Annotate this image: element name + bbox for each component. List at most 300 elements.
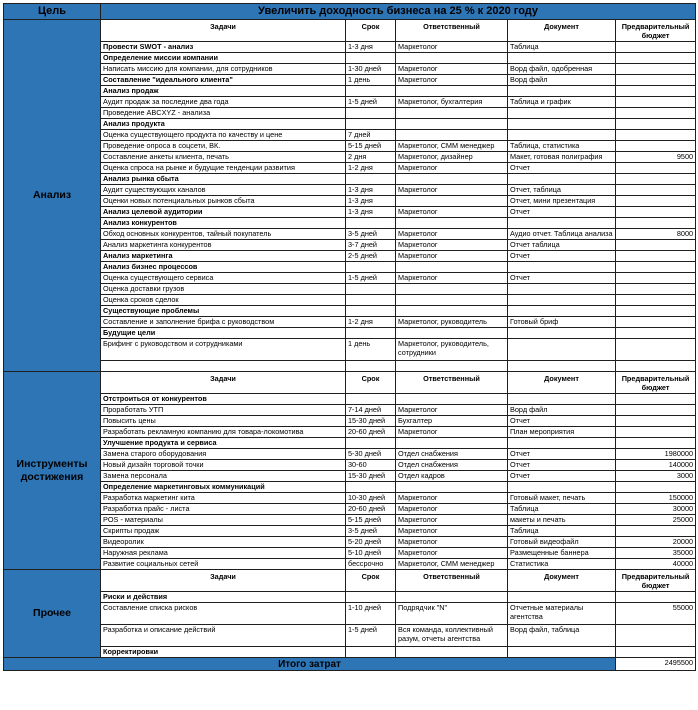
owner-cell	[396, 262, 508, 273]
owner-cell: Отдел кадров	[396, 471, 508, 482]
budget-cell	[616, 196, 696, 207]
document-cell: Макет, готовая полиграфия	[508, 152, 616, 163]
owner-cell: Маркетолог	[396, 75, 508, 86]
budget-cell	[616, 163, 696, 174]
term-cell: 1 день	[346, 75, 396, 86]
task-cell: Разработка маркетинг кита	[101, 493, 346, 504]
subsection-title: Отстроиться от конкурентов	[101, 394, 346, 405]
term-cell: 1 день	[346, 339, 396, 361]
owner-cell	[396, 295, 508, 306]
document-cell	[508, 262, 616, 273]
term-cell: 1-3 дня	[346, 185, 396, 196]
task-cell: Проведение ABCXYZ - анализа	[101, 108, 346, 119]
table-row	[4, 119, 696, 130]
term-cell	[346, 328, 396, 339]
header-tasks: Задачи	[101, 372, 346, 394]
owner-cell: Вся команда, коллективный разум, отчеты агентства	[396, 625, 508, 647]
table-row	[4, 317, 696, 328]
budget-cell	[616, 218, 696, 229]
table-row	[4, 416, 696, 427]
owner-cell: Отдел снабжения	[396, 460, 508, 471]
document-cell: Готовый бриф	[508, 317, 616, 328]
document-cell: Размещенные баннера	[508, 548, 616, 559]
owner-cell: Маркетолог	[396, 405, 508, 416]
term-cell: бессрочно	[346, 559, 396, 570]
total-row	[4, 658, 696, 671]
term-cell	[346, 284, 396, 295]
budget-cell	[616, 482, 696, 493]
term-cell: 3-5 дней	[346, 526, 396, 537]
table-row	[4, 240, 696, 251]
subsection-title: Существующие проблемы	[101, 306, 346, 317]
owner-cell: Маркетолог	[396, 163, 508, 174]
table-row	[4, 42, 696, 53]
task-cell: Разработка и описание действий	[101, 625, 346, 647]
document-cell: Отчет	[508, 163, 616, 174]
owner-cell	[396, 438, 508, 449]
task-cell: Скрипты продаж	[101, 526, 346, 537]
table-row	[4, 262, 696, 273]
table-row	[4, 141, 696, 152]
document-cell: Отчет	[508, 273, 616, 284]
document-cell: Отчет, таблица	[508, 185, 616, 196]
term-cell: 1-3 дня	[346, 207, 396, 218]
term-cell	[346, 438, 396, 449]
header-budget: Предварительный бюджет	[616, 372, 696, 394]
header-owner: Ответственный	[396, 20, 508, 42]
budget-cell	[616, 207, 696, 218]
document-cell: Таблица	[508, 526, 616, 537]
document-cell	[508, 130, 616, 141]
table-row	[4, 75, 696, 86]
term-cell	[346, 53, 396, 64]
task-cell: Видеоролик	[101, 537, 346, 548]
subsection-title: Определение миссии компании	[101, 53, 346, 64]
document-cell	[508, 119, 616, 130]
budget-cell	[616, 592, 696, 603]
budget-cell	[616, 427, 696, 438]
header-term: Срок	[346, 20, 396, 42]
owner-cell	[396, 130, 508, 141]
term-cell: 1-5 дней	[346, 625, 396, 647]
term-cell: 1-10 дней	[346, 603, 396, 625]
table-row	[4, 460, 696, 471]
budget-cell	[616, 108, 696, 119]
plan-table-body	[4, 4, 696, 658]
term-cell	[346, 394, 396, 405]
table-row	[4, 493, 696, 504]
task-cell: Замена персонала	[101, 471, 346, 482]
owner-cell: Маркетолог	[396, 207, 508, 218]
table-row	[4, 163, 696, 174]
document-cell	[508, 284, 616, 295]
table-row	[4, 97, 696, 108]
subsection-title: Анализ конкурентов	[101, 218, 346, 229]
header-document: Документ	[508, 372, 616, 394]
header-term: Срок	[346, 570, 396, 592]
term-cell: 5-20 дней	[346, 537, 396, 548]
plan-table	[3, 3, 696, 671]
owner-cell: Маркетолог	[396, 185, 508, 196]
budget-cell	[616, 284, 696, 295]
budget-cell	[616, 75, 696, 86]
budget-cell	[616, 273, 696, 284]
term-cell: 1-3 дня	[346, 42, 396, 53]
subsection-title: Анализ рынка сбыта	[101, 174, 346, 185]
owner-cell: Маркетолог, бухгалтерия	[396, 97, 508, 108]
term-cell: 2 дня	[346, 152, 396, 163]
owner-cell: Маркетолог	[396, 240, 508, 251]
document-cell	[508, 295, 616, 306]
subsection-title: Улучшение продукта и сервиса	[101, 438, 346, 449]
task-cell: Оценка существующего продукта по качеству и цене	[101, 130, 346, 141]
table-row	[4, 515, 696, 526]
owner-cell	[396, 119, 508, 130]
header-budget: Предварительный бюджет	[616, 570, 696, 592]
owner-cell: Маркетолог	[396, 229, 508, 240]
document-cell	[508, 174, 616, 185]
goal-row	[4, 4, 696, 20]
table-row	[4, 438, 696, 449]
section-title: Анализ	[4, 20, 101, 372]
owner-cell: Маркетолог	[396, 515, 508, 526]
budget-cell	[616, 251, 696, 262]
document-cell: Готовый видеофайл	[508, 537, 616, 548]
budget-cell: 40000	[616, 559, 696, 570]
budget-cell	[616, 306, 696, 317]
budget-cell	[616, 339, 696, 361]
owner-cell	[396, 361, 508, 372]
subsection-title: Провести SWOT - анализ	[101, 42, 346, 53]
subsection-title: Составление "идеального клиента"	[101, 75, 346, 86]
budget-cell	[616, 328, 696, 339]
document-cell: Таблица	[508, 504, 616, 515]
task-cell: Разработка прайс - листа	[101, 504, 346, 515]
table-row	[4, 405, 696, 416]
term-cell	[346, 592, 396, 603]
budget-cell	[616, 625, 696, 647]
table-row	[4, 273, 696, 284]
budget-cell	[616, 317, 696, 328]
document-cell	[508, 592, 616, 603]
subsection-title: Корректировки	[101, 647, 346, 658]
document-cell: Готовый макет, печать	[508, 493, 616, 504]
document-cell: Отчет таблица	[508, 240, 616, 251]
table-row	[4, 482, 696, 493]
table-row	[4, 64, 696, 75]
owner-cell	[396, 394, 508, 405]
budget-cell	[616, 86, 696, 97]
term-cell: 3-5 дней	[346, 229, 396, 240]
subsection-title: Анализ целевой аудитории	[101, 207, 346, 218]
task-cell: Повысить цены	[101, 416, 346, 427]
budget-cell	[616, 64, 696, 75]
subsection-title: Риски и действия	[101, 592, 346, 603]
term-cell	[346, 86, 396, 97]
task-cell: Оценка спроса на рынке и будущие тенденции развития	[101, 163, 346, 174]
owner-cell	[396, 108, 508, 119]
goal-label: Цель	[4, 4, 101, 20]
term-cell: 1-2 дня	[346, 317, 396, 328]
term-cell	[346, 218, 396, 229]
budget-cell	[616, 119, 696, 130]
budget-cell: 3000	[616, 471, 696, 482]
column-header-row	[4, 20, 696, 42]
owner-cell: Маркетолог, дизайнер	[396, 152, 508, 163]
term-cell: 30-60	[346, 460, 396, 471]
owner-cell	[396, 482, 508, 493]
document-cell	[508, 647, 616, 658]
task-cell: Проведение опроса в соцсети, ВК.	[101, 141, 346, 152]
owner-cell: Отдел снабжения	[396, 449, 508, 460]
header-document: Документ	[508, 570, 616, 592]
header-term: Срок	[346, 372, 396, 394]
term-cell: 1-5 дней	[346, 273, 396, 284]
term-cell: 1-2 дня	[346, 163, 396, 174]
budget-cell	[616, 42, 696, 53]
owner-cell: Маркетолог, СММ менеджер	[396, 141, 508, 152]
term-cell: 5-30 дней	[346, 449, 396, 460]
document-cell	[508, 339, 616, 361]
document-cell	[508, 86, 616, 97]
header-tasks: Задачи	[101, 570, 346, 592]
owner-cell: Маркетолог	[396, 273, 508, 284]
task-cell: Оценки новых потенциальных рынков сбыта	[101, 196, 346, 207]
owner-cell: Подрядчик "N"	[396, 603, 508, 625]
document-cell: План мероприятия	[508, 427, 616, 438]
budget-cell	[616, 394, 696, 405]
term-cell: 5-15 дней	[346, 515, 396, 526]
budget-cell: 35000	[616, 548, 696, 559]
document-cell: Отчет	[508, 460, 616, 471]
budget-cell: 30000	[616, 504, 696, 515]
budget-cell	[616, 416, 696, 427]
task-cell: Замена старого оборудования	[101, 449, 346, 460]
task-cell: Оценка сроков сделок	[101, 295, 346, 306]
budget-cell: 1980000	[616, 449, 696, 460]
table-row	[4, 361, 696, 372]
term-cell	[346, 119, 396, 130]
table-row	[4, 328, 696, 339]
owner-cell: Маркетолог, руководитель	[396, 317, 508, 328]
budget-cell	[616, 130, 696, 141]
term-cell: 15-30 дней	[346, 416, 396, 427]
table-row	[4, 295, 696, 306]
budget-cell	[616, 141, 696, 152]
task-cell: Обход основных конкурентов, тайный покупатель	[101, 229, 346, 240]
term-cell: 20-60 дней	[346, 504, 396, 515]
subsection-title: Анализ бизнес процессов	[101, 262, 346, 273]
term-cell: 3-7 дней	[346, 240, 396, 251]
document-cell: Отчет	[508, 416, 616, 427]
budget-cell	[616, 174, 696, 185]
budget-cell	[616, 647, 696, 658]
budget-cell	[616, 405, 696, 416]
owner-cell	[396, 306, 508, 317]
task-cell: Разработать рекламную компанию для товара-локомотива	[101, 427, 346, 438]
term-cell	[346, 647, 396, 658]
term-cell	[346, 306, 396, 317]
term-cell: 7 дней	[346, 130, 396, 141]
document-cell	[508, 328, 616, 339]
task-cell: Составление анкеты клиента, печать	[101, 152, 346, 163]
task-cell: Наружная реклама	[101, 548, 346, 559]
owner-cell: Маркетолог	[396, 537, 508, 548]
task-cell: Составление списка рисков	[101, 603, 346, 625]
document-cell	[508, 361, 616, 372]
term-cell: 10-30 дней	[346, 493, 396, 504]
task-cell: POS - материалы	[101, 515, 346, 526]
table-row	[4, 174, 696, 185]
document-cell	[508, 53, 616, 64]
owner-cell	[396, 53, 508, 64]
owner-cell	[396, 86, 508, 97]
document-cell: Таблица	[508, 42, 616, 53]
budget-cell: 140000	[616, 460, 696, 471]
subsection-title: Определение маркетинговых коммуникаций	[101, 482, 346, 493]
term-cell	[346, 108, 396, 119]
document-cell: Отчет	[508, 449, 616, 460]
term-cell: 5-15 дней	[346, 141, 396, 152]
document-cell: Ворд файл	[508, 75, 616, 86]
table-row	[4, 218, 696, 229]
term-cell: 1-30 дней	[346, 64, 396, 75]
document-cell	[508, 438, 616, 449]
document-cell: Таблица, статистика	[508, 141, 616, 152]
budget-cell: 150000	[616, 493, 696, 504]
table-row	[4, 427, 696, 438]
document-cell: Ворд файл	[508, 405, 616, 416]
term-cell: 1-3 дня	[346, 196, 396, 207]
header-owner: Ответственный	[396, 372, 508, 394]
owner-cell	[396, 328, 508, 339]
subsection-title: Анализ продукта	[101, 119, 346, 130]
table-row	[4, 306, 696, 317]
total-value: 2495500	[616, 658, 696, 671]
section-title: Прочее	[4, 570, 101, 658]
term-cell: 7-14 дней	[346, 405, 396, 416]
document-cell: Отчетные материалы агентства	[508, 603, 616, 625]
table-row	[4, 625, 696, 647]
document-cell: Аудио отчет. Таблица анализа	[508, 229, 616, 240]
document-cell: Отчет, мини презентация	[508, 196, 616, 207]
term-cell: 15-30 дней	[346, 471, 396, 482]
document-cell	[508, 108, 616, 119]
table-row	[4, 647, 696, 658]
document-cell: Таблица и график	[508, 97, 616, 108]
task-cell: Оценка существующего сервиса	[101, 273, 346, 284]
document-cell	[508, 394, 616, 405]
owner-cell	[396, 592, 508, 603]
owner-cell	[396, 284, 508, 295]
table-row	[4, 449, 696, 460]
owner-cell: Маркетолог	[396, 427, 508, 438]
document-cell: Отчет	[508, 251, 616, 262]
budget-cell: 9500	[616, 152, 696, 163]
term-cell	[346, 361, 396, 372]
table-row	[4, 86, 696, 97]
budget-cell	[616, 262, 696, 273]
table-row	[4, 130, 696, 141]
term-cell: 5-10 дней	[346, 548, 396, 559]
document-cell: Ворд файл, одобренная	[508, 64, 616, 75]
budget-cell	[616, 97, 696, 108]
owner-cell: Бухгалтер	[396, 416, 508, 427]
document-cell: Ворд файл, таблица	[508, 625, 616, 647]
table-row	[4, 339, 696, 361]
table-row	[4, 53, 696, 64]
table-row	[4, 559, 696, 570]
budget-cell	[616, 361, 696, 372]
task-cell: Составление и заполнение брифа с руководством	[101, 317, 346, 328]
document-cell	[508, 306, 616, 317]
owner-cell: Маркетолог	[396, 526, 508, 537]
budget-cell: 20000	[616, 537, 696, 548]
task-cell: Новый дизайн торговой точки	[101, 460, 346, 471]
header-tasks: Задачи	[101, 20, 346, 42]
term-cell	[346, 262, 396, 273]
owner-cell	[396, 647, 508, 658]
owner-cell: Маркетолог	[396, 64, 508, 75]
owner-cell: Маркетолог	[396, 42, 508, 53]
section-title: Инструменты достижения	[4, 372, 101, 570]
column-header-row	[4, 570, 696, 592]
table-row	[4, 504, 696, 515]
task-cell: Брифинг с руководством и сотрудниками	[101, 339, 346, 361]
header-document: Документ	[508, 20, 616, 42]
budget-cell	[616, 295, 696, 306]
table-row	[4, 471, 696, 482]
document-cell: макеты и печать	[508, 515, 616, 526]
term-cell	[346, 482, 396, 493]
table-row	[4, 152, 696, 163]
term-cell	[346, 174, 396, 185]
table-row	[4, 251, 696, 262]
owner-cell: Маркетолог	[396, 548, 508, 559]
task-cell: Проработать УТП	[101, 405, 346, 416]
task-cell: Анализ маркетинга конкурентов	[101, 240, 346, 251]
goal-title: Увеличить доходность бизнеса на 25 % к 2020 году	[101, 4, 696, 20]
table-row	[4, 196, 696, 207]
term-cell: 1-5 дней	[346, 97, 396, 108]
owner-cell: Маркетолог, руководитель, сотрудники	[396, 339, 508, 361]
owner-cell: Маркетолог	[396, 493, 508, 504]
table-row	[4, 548, 696, 559]
task-cell	[101, 361, 346, 372]
table-row	[4, 185, 696, 196]
task-cell: Написать миссию для компании, для сотрудников	[101, 64, 346, 75]
table-row	[4, 526, 696, 537]
task-cell: Аудит существующих каналов	[101, 185, 346, 196]
owner-cell	[396, 196, 508, 207]
table-row	[4, 603, 696, 625]
table-row	[4, 592, 696, 603]
document-cell: Отчет	[508, 471, 616, 482]
document-cell	[508, 218, 616, 229]
column-header-row	[4, 372, 696, 394]
budget-cell: 8000	[616, 229, 696, 240]
document-cell: Отчет	[508, 207, 616, 218]
header-owner: Ответственный	[396, 570, 508, 592]
budget-cell	[616, 438, 696, 449]
owner-cell: Маркетолог	[396, 251, 508, 262]
table-row	[4, 229, 696, 240]
subsection-title: Будущие цели	[101, 328, 346, 339]
task-cell: Аудит продаж за последние два года	[101, 97, 346, 108]
term-cell: 2-5 дней	[346, 251, 396, 262]
document-cell: Статистика	[508, 559, 616, 570]
table-row	[4, 394, 696, 405]
